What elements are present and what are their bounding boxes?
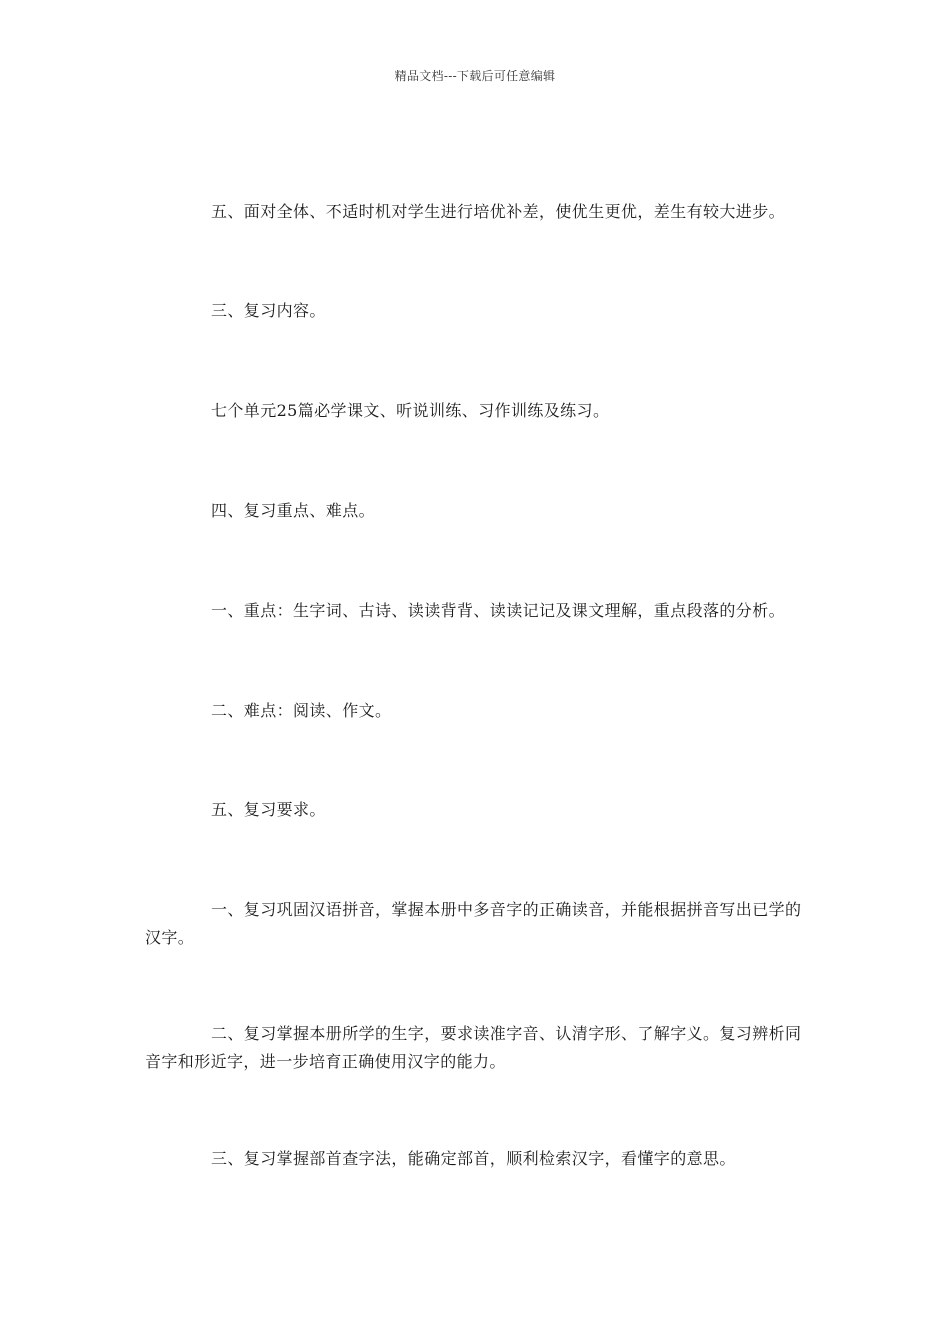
paragraph-requirement-3: 三、复习掌握部首查字法，能确定部首，顺利检索汉字，看懂字的意思。 bbox=[211, 1149, 736, 1168]
paragraph-requirement-1: 一、复习巩固汉语拼音，掌握本册中多音字的正确读音，并能根据拼音写出已学的汉字。 bbox=[145, 900, 802, 947]
page-header: 精品文档---下载后可任意编辑 bbox=[394, 69, 556, 83]
paragraph-content-detail: 七个单元25篇必学课文、听说训练、习作训练及练习。 bbox=[211, 401, 610, 420]
paragraph-review-1: 五、面对全体、不适时机对学生进行培优补差，使优生更优，差生有较大进步。 bbox=[211, 202, 786, 221]
paragraph-section-review-content: 三、复习内容。 bbox=[211, 301, 326, 320]
paragraph-key-points: 一、重点：生字词、古诗、读读背背、读读记记及课文理解，重点段落的分析。 bbox=[211, 601, 786, 620]
paragraph-requirement-2: 二、复习掌握本册所学的生字，要求读准字音、认清字形、了解字义。复习辨析同音字和形近字，进一步培育正确使用汉字的能力。 bbox=[145, 1024, 802, 1071]
paragraph-difficult-points: 二、难点：阅读、作文。 bbox=[211, 701, 392, 720]
paragraph-section-key-points: 四、复习重点、难点。 bbox=[211, 501, 376, 520]
paragraph-section-requirements: 五、复习要求。 bbox=[211, 800, 326, 819]
